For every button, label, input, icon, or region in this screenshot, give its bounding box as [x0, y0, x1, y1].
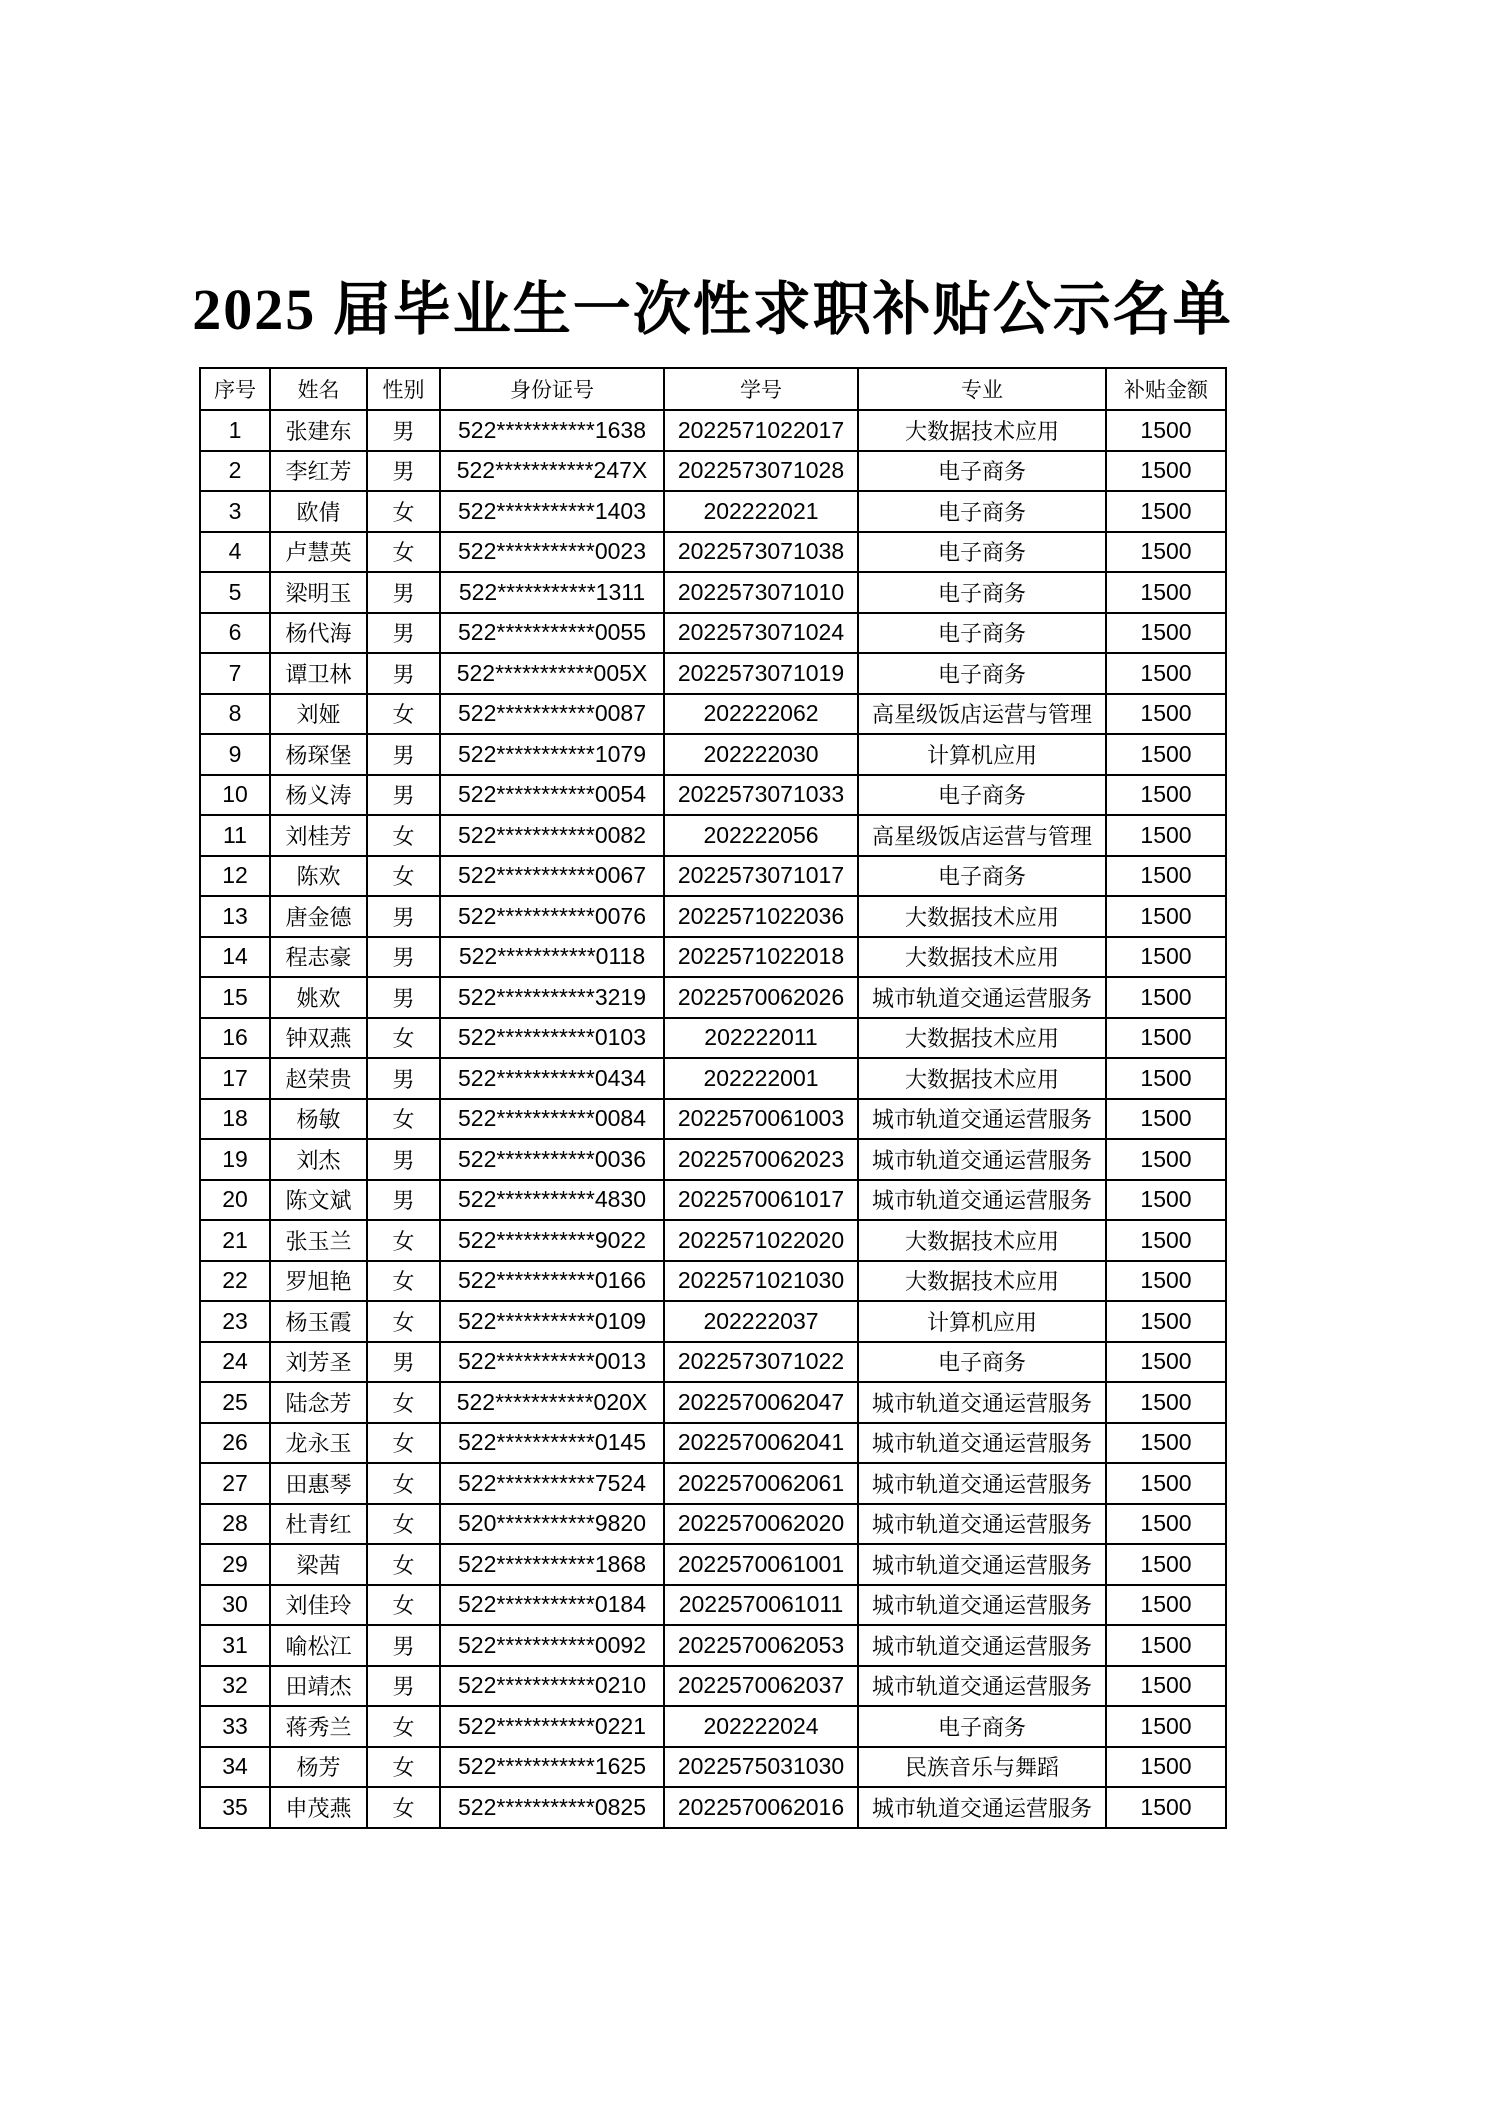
cell-name: 杨琛堡 — [270, 734, 367, 775]
cell-index: 17 — [200, 1058, 270, 1099]
cell-id-number: 522***********0067 — [440, 856, 664, 897]
cell-gender: 男 — [367, 1666, 440, 1707]
cell-major: 城市轨道交通运营服务 — [858, 1544, 1106, 1585]
cell-amount: 1500 — [1106, 1220, 1226, 1261]
cell-amount: 1500 — [1106, 1585, 1226, 1626]
cell-gender: 男 — [367, 1180, 440, 1221]
cell-id-number: 522***********247X — [440, 451, 664, 492]
cell-id-number: 522***********0087 — [440, 694, 664, 735]
cell-gender: 女 — [367, 1585, 440, 1626]
cell-gender: 男 — [367, 1342, 440, 1383]
cell-gender: 女 — [367, 1423, 440, 1464]
cell-gender: 男 — [367, 734, 440, 775]
cell-id-number: 522***********0184 — [440, 1585, 664, 1626]
cell-amount: 1500 — [1106, 694, 1226, 735]
cell-amount: 1500 — [1106, 1058, 1226, 1099]
cell-name: 杨芳 — [270, 1747, 367, 1788]
cell-amount: 1500 — [1106, 653, 1226, 694]
cell-student-id: 2022570062016 — [664, 1787, 858, 1828]
cell-student-id: 202222030 — [664, 734, 858, 775]
cell-student-id: 202222011 — [664, 1018, 858, 1059]
cell-student-id: 2022570061017 — [664, 1180, 858, 1221]
table-row — [200, 977, 1226, 1018]
cell-index: 22 — [200, 1261, 270, 1302]
cell-amount: 1500 — [1106, 1180, 1226, 1221]
cell-amount: 1500 — [1106, 1139, 1226, 1180]
cell-id-number: 522***********1638 — [440, 410, 664, 451]
table-row — [200, 694, 1226, 735]
cell-name: 刘桂芳 — [270, 815, 367, 856]
cell-id-number: 522***********0210 — [440, 1666, 664, 1707]
cell-index: 7 — [200, 653, 270, 694]
cell-index: 35 — [200, 1787, 270, 1828]
cell-student-id: 2022573071038 — [664, 532, 858, 573]
cell-gender: 女 — [367, 1747, 440, 1788]
table-row — [200, 775, 1226, 816]
cell-id-number: 522***********1625 — [440, 1747, 664, 1788]
cell-major: 高星级饭店运营与管理 — [858, 815, 1106, 856]
cell-amount: 1500 — [1106, 937, 1226, 978]
table-row — [200, 896, 1226, 937]
table-row — [200, 613, 1226, 654]
cell-gender: 男 — [367, 977, 440, 1018]
cell-amount: 1500 — [1106, 1706, 1226, 1747]
cell-student-id: 2022571022036 — [664, 896, 858, 937]
cell-major: 城市轨道交通运营服务 — [858, 1787, 1106, 1828]
cell-name: 杨义涛 — [270, 775, 367, 816]
cell-gender: 男 — [367, 1139, 440, 1180]
cell-amount: 1500 — [1106, 1261, 1226, 1302]
cell-amount: 1500 — [1106, 613, 1226, 654]
cell-name: 蒋秀兰 — [270, 1706, 367, 1747]
cell-student-id: 202222001 — [664, 1058, 858, 1099]
cell-amount: 1500 — [1106, 1747, 1226, 1788]
cell-student-id: 202222056 — [664, 815, 858, 856]
cell-name: 姚欢 — [270, 977, 367, 1018]
cell-index: 33 — [200, 1706, 270, 1747]
cell-name: 李红芳 — [270, 451, 367, 492]
cell-index: 24 — [200, 1342, 270, 1383]
cell-student-id: 2022570062053 — [664, 1625, 858, 1666]
table-row — [200, 1504, 1226, 1545]
cell-amount: 1500 — [1106, 815, 1226, 856]
cell-gender: 女 — [367, 694, 440, 735]
cell-gender: 男 — [367, 613, 440, 654]
cell-student-id: 2022573071019 — [664, 653, 858, 694]
cell-major: 大数据技术应用 — [858, 1261, 1106, 1302]
cell-major: 城市轨道交通运营服务 — [858, 1139, 1106, 1180]
cell-amount: 1500 — [1106, 532, 1226, 573]
cell-index: 6 — [200, 613, 270, 654]
cell-major: 城市轨道交通运营服务 — [858, 977, 1106, 1018]
cell-major: 电子商务 — [858, 1342, 1106, 1383]
cell-name: 钟双燕 — [270, 1018, 367, 1059]
cell-major: 大数据技术应用 — [858, 1018, 1106, 1059]
cell-student-id: 202222021 — [664, 491, 858, 532]
cell-name: 杨玉霞 — [270, 1301, 367, 1342]
cell-id-number: 522***********0109 — [440, 1301, 664, 1342]
cell-index: 3 — [200, 491, 270, 532]
cell-gender: 男 — [367, 653, 440, 694]
table-row — [200, 1261, 1226, 1302]
cell-name: 梁茜 — [270, 1544, 367, 1585]
cell-major: 高星级饭店运营与管理 — [858, 694, 1106, 735]
cell-name: 梁明玉 — [270, 572, 367, 613]
cell-student-id: 2022573071010 — [664, 572, 858, 613]
cell-amount: 1500 — [1106, 775, 1226, 816]
cell-student-id: 2022570061001 — [664, 1544, 858, 1585]
cell-gender: 男 — [367, 410, 440, 451]
cell-id-number: 522***********0166 — [440, 1261, 664, 1302]
cell-major: 城市轨道交通运营服务 — [858, 1099, 1106, 1140]
cell-index: 34 — [200, 1747, 270, 1788]
cell-major: 大数据技术应用 — [858, 410, 1106, 451]
cell-gender: 男 — [367, 775, 440, 816]
cell-gender: 男 — [367, 1058, 440, 1099]
cell-index: 13 — [200, 896, 270, 937]
cell-name: 罗旭艳 — [270, 1261, 367, 1302]
cell-index: 1 — [200, 410, 270, 451]
cell-amount: 1500 — [1106, 1666, 1226, 1707]
cell-gender: 男 — [367, 937, 440, 978]
subsidy-roster-table — [199, 367, 1227, 1829]
cell-id-number: 522***********0221 — [440, 1706, 664, 1747]
cell-index: 30 — [200, 1585, 270, 1626]
cell-id-number: 522***********1403 — [440, 491, 664, 532]
cell-gender: 女 — [367, 1261, 440, 1302]
cell-gender: 男 — [367, 896, 440, 937]
cell-name: 杨代海 — [270, 613, 367, 654]
cell-major: 大数据技术应用 — [858, 937, 1106, 978]
cell-index: 20 — [200, 1180, 270, 1221]
cell-gender: 女 — [367, 491, 440, 532]
cell-major: 大数据技术应用 — [858, 1058, 1106, 1099]
cell-id-number: 522***********0054 — [440, 775, 664, 816]
cell-id-number: 522***********0055 — [440, 613, 664, 654]
table-row — [200, 815, 1226, 856]
cell-gender: 男 — [367, 1625, 440, 1666]
cell-student-id: 2022570062047 — [664, 1382, 858, 1423]
cell-index: 32 — [200, 1666, 270, 1707]
col-header-student-id: 学号 — [664, 368, 858, 410]
cell-name: 唐金德 — [270, 896, 367, 937]
table-header-row — [200, 368, 1226, 410]
cell-student-id: 2022570062026 — [664, 977, 858, 1018]
table-row — [200, 1301, 1226, 1342]
cell-amount: 1500 — [1106, 1625, 1226, 1666]
cell-id-number: 522***********9022 — [440, 1220, 664, 1261]
cell-major: 大数据技术应用 — [858, 896, 1106, 937]
table-row — [200, 1139, 1226, 1180]
cell-major: 电子商务 — [858, 775, 1106, 816]
cell-index: 10 — [200, 775, 270, 816]
cell-student-id: 2022571022018 — [664, 937, 858, 978]
cell-student-id: 202222037 — [664, 1301, 858, 1342]
table-row — [200, 1625, 1226, 1666]
cell-student-id: 2022571021030 — [664, 1261, 858, 1302]
cell-amount: 1500 — [1106, 896, 1226, 937]
cell-amount: 1500 — [1106, 1342, 1226, 1383]
cell-student-id: 2022571022017 — [664, 410, 858, 451]
cell-student-id: 2022573071022 — [664, 1342, 858, 1383]
cell-id-number: 522***********0103 — [440, 1018, 664, 1059]
cell-index: 2 — [200, 451, 270, 492]
col-header-id-number: 身份证号 — [440, 368, 664, 410]
cell-index: 4 — [200, 532, 270, 573]
cell-amount: 1500 — [1106, 1463, 1226, 1504]
cell-amount: 1500 — [1106, 572, 1226, 613]
table-row — [200, 937, 1226, 978]
cell-name: 申茂燕 — [270, 1787, 367, 1828]
cell-id-number: 522***********1311 — [440, 572, 664, 613]
table-row — [200, 572, 1226, 613]
cell-gender: 男 — [367, 451, 440, 492]
cell-major: 城市轨道交通运营服务 — [858, 1504, 1106, 1545]
cell-major: 城市轨道交通运营服务 — [858, 1382, 1106, 1423]
table-row — [200, 856, 1226, 897]
cell-id-number: 522***********0036 — [440, 1139, 664, 1180]
cell-index: 15 — [200, 977, 270, 1018]
cell-amount: 1500 — [1106, 977, 1226, 1018]
cell-name: 刘杰 — [270, 1139, 367, 1180]
cell-major: 电子商务 — [858, 532, 1106, 573]
table-row — [200, 734, 1226, 775]
cell-amount: 1500 — [1106, 1787, 1226, 1828]
table-body — [200, 410, 1226, 1828]
cell-id-number: 522***********0013 — [440, 1342, 664, 1383]
cell-amount: 1500 — [1106, 1504, 1226, 1545]
cell-student-id: 2022570061003 — [664, 1099, 858, 1140]
table-row — [200, 451, 1226, 492]
cell-major: 计算机应用 — [858, 1301, 1106, 1342]
cell-id-number: 522***********1868 — [440, 1544, 664, 1585]
cell-amount: 1500 — [1106, 491, 1226, 532]
cell-student-id: 2022573071033 — [664, 775, 858, 816]
cell-gender: 女 — [367, 815, 440, 856]
cell-gender: 女 — [367, 1382, 440, 1423]
cell-index: 21 — [200, 1220, 270, 1261]
cell-index: 31 — [200, 1625, 270, 1666]
cell-id-number: 522***********0076 — [440, 896, 664, 937]
cell-gender: 女 — [367, 1544, 440, 1585]
cell-id-number: 522***********4830 — [440, 1180, 664, 1221]
cell-student-id: 2022570062020 — [664, 1504, 858, 1545]
cell-major: 电子商务 — [858, 451, 1106, 492]
cell-gender: 女 — [367, 1706, 440, 1747]
cell-major: 电子商务 — [858, 1706, 1106, 1747]
cell-student-id: 2022573071028 — [664, 451, 858, 492]
cell-major: 电子商务 — [858, 613, 1106, 654]
cell-index: 12 — [200, 856, 270, 897]
cell-gender: 女 — [367, 532, 440, 573]
table-row — [200, 1787, 1226, 1828]
cell-major: 城市轨道交通运营服务 — [858, 1585, 1106, 1626]
cell-gender: 女 — [367, 1099, 440, 1140]
col-header-index: 序号 — [200, 368, 270, 410]
cell-index: 16 — [200, 1018, 270, 1059]
col-header-major: 专业 — [858, 368, 1106, 410]
cell-student-id: 202222062 — [664, 694, 858, 735]
table-row — [200, 1382, 1226, 1423]
cell-amount: 1500 — [1106, 1423, 1226, 1464]
table-row — [200, 491, 1226, 532]
cell-student-id: 2022570062037 — [664, 1666, 858, 1707]
cell-student-id: 2022570062023 — [664, 1139, 858, 1180]
cell-student-id: 2022571022020 — [664, 1220, 858, 1261]
table-row — [200, 1058, 1226, 1099]
cell-name: 赵荣贵 — [270, 1058, 367, 1099]
cell-student-id: 2022575031030 — [664, 1747, 858, 1788]
cell-amount: 1500 — [1106, 734, 1226, 775]
col-header-name: 姓名 — [270, 368, 367, 410]
cell-amount: 1500 — [1106, 1099, 1226, 1140]
table-row — [200, 1747, 1226, 1788]
cell-id-number: 522***********0082 — [440, 815, 664, 856]
cell-name: 刘佳玲 — [270, 1585, 367, 1626]
cell-name: 刘娅 — [270, 694, 367, 735]
cell-major: 大数据技术应用 — [858, 1220, 1106, 1261]
cell-index: 8 — [200, 694, 270, 735]
cell-amount: 1500 — [1106, 1544, 1226, 1585]
table-row — [200, 1544, 1226, 1585]
cell-id-number: 522***********0023 — [440, 532, 664, 573]
cell-id-number: 522***********005X — [440, 653, 664, 694]
cell-id-number: 522***********0118 — [440, 937, 664, 978]
cell-major: 计算机应用 — [858, 734, 1106, 775]
table-row — [200, 1423, 1226, 1464]
cell-amount: 1500 — [1106, 1018, 1226, 1059]
table-row — [200, 1099, 1226, 1140]
cell-gender: 女 — [367, 1463, 440, 1504]
table-row — [200, 1018, 1226, 1059]
cell-gender: 女 — [367, 856, 440, 897]
cell-student-id: 2022573071017 — [664, 856, 858, 897]
cell-major: 城市轨道交通运营服务 — [858, 1463, 1106, 1504]
cell-id-number: 522***********020X — [440, 1382, 664, 1423]
cell-index: 25 — [200, 1382, 270, 1423]
cell-index: 5 — [200, 572, 270, 613]
cell-index: 26 — [200, 1423, 270, 1464]
table-row — [200, 410, 1226, 451]
cell-major: 城市轨道交通运营服务 — [858, 1666, 1106, 1707]
table-row — [200, 532, 1226, 573]
col-header-gender: 性别 — [367, 368, 440, 410]
cell-name: 陈欢 — [270, 856, 367, 897]
cell-name: 程志豪 — [270, 937, 367, 978]
table-row — [200, 1463, 1226, 1504]
table-row — [200, 1666, 1226, 1707]
cell-id-number: 520***********9820 — [440, 1504, 664, 1545]
cell-name: 张建东 — [270, 410, 367, 451]
cell-student-id: 2022570061011 — [664, 1585, 858, 1626]
cell-gender: 男 — [367, 572, 440, 613]
cell-name: 喻松江 — [270, 1625, 367, 1666]
cell-student-id: 2022573071024 — [664, 613, 858, 654]
cell-gender: 女 — [367, 1504, 440, 1545]
cell-gender: 女 — [367, 1301, 440, 1342]
table-row — [200, 653, 1226, 694]
cell-major: 电子商务 — [858, 491, 1106, 532]
cell-id-number: 522***********7524 — [440, 1463, 664, 1504]
cell-index: 27 — [200, 1463, 270, 1504]
cell-name: 杜青红 — [270, 1504, 367, 1545]
cell-name: 刘芳圣 — [270, 1342, 367, 1383]
cell-id-number: 522***********0434 — [440, 1058, 664, 1099]
cell-index: 11 — [200, 815, 270, 856]
cell-amount: 1500 — [1106, 856, 1226, 897]
cell-major: 电子商务 — [858, 572, 1106, 613]
cell-name: 卢慧英 — [270, 532, 367, 573]
cell-amount: 1500 — [1106, 1382, 1226, 1423]
cell-name: 欧倩 — [270, 491, 367, 532]
cell-name: 田惠琴 — [270, 1463, 367, 1504]
cell-id-number: 522***********3219 — [440, 977, 664, 1018]
cell-major: 城市轨道交通运营服务 — [858, 1423, 1106, 1464]
table-row — [200, 1706, 1226, 1747]
cell-index: 14 — [200, 937, 270, 978]
cell-student-id: 2022570062041 — [664, 1423, 858, 1464]
cell-id-number: 522***********0825 — [440, 1787, 664, 1828]
cell-id-number: 522***********0092 — [440, 1625, 664, 1666]
cell-name: 杨敏 — [270, 1099, 367, 1140]
cell-id-number: 522***********0084 — [440, 1099, 664, 1140]
cell-gender: 女 — [367, 1018, 440, 1059]
cell-major: 电子商务 — [858, 653, 1106, 694]
cell-name: 田靖杰 — [270, 1666, 367, 1707]
col-header-amount: 补贴金额 — [1106, 368, 1226, 410]
cell-name: 龙永玉 — [270, 1423, 367, 1464]
table-row — [200, 1220, 1226, 1261]
table-row — [200, 1585, 1226, 1626]
cell-student-id: 2022570062061 — [664, 1463, 858, 1504]
cell-id-number: 522***********0145 — [440, 1423, 664, 1464]
cell-index: 18 — [200, 1099, 270, 1140]
cell-name: 谭卫林 — [270, 653, 367, 694]
page-title: 2025 届毕业生一次性求职补贴公示名单 — [192, 277, 1233, 342]
cell-name: 陈文斌 — [270, 1180, 367, 1221]
cell-amount: 1500 — [1106, 451, 1226, 492]
cell-major: 电子商务 — [858, 856, 1106, 897]
cell-index: 19 — [200, 1139, 270, 1180]
table-row — [200, 1342, 1226, 1383]
cell-index: 9 — [200, 734, 270, 775]
cell-name: 张玉兰 — [270, 1220, 367, 1261]
cell-name: 陆念芳 — [270, 1382, 367, 1423]
cell-index: 23 — [200, 1301, 270, 1342]
cell-index: 28 — [200, 1504, 270, 1545]
cell-amount: 1500 — [1106, 410, 1226, 451]
cell-major: 城市轨道交通运营服务 — [858, 1180, 1106, 1221]
cell-gender: 女 — [367, 1220, 440, 1261]
cell-major: 城市轨道交通运营服务 — [858, 1625, 1106, 1666]
cell-id-number: 522***********1079 — [440, 734, 664, 775]
table-row — [200, 1180, 1226, 1221]
cell-gender: 女 — [367, 1787, 440, 1828]
cell-amount: 1500 — [1106, 1301, 1226, 1342]
cell-student-id: 202222024 — [664, 1706, 858, 1747]
cell-major: 民族音乐与舞蹈 — [858, 1747, 1106, 1788]
cell-index: 29 — [200, 1544, 270, 1585]
